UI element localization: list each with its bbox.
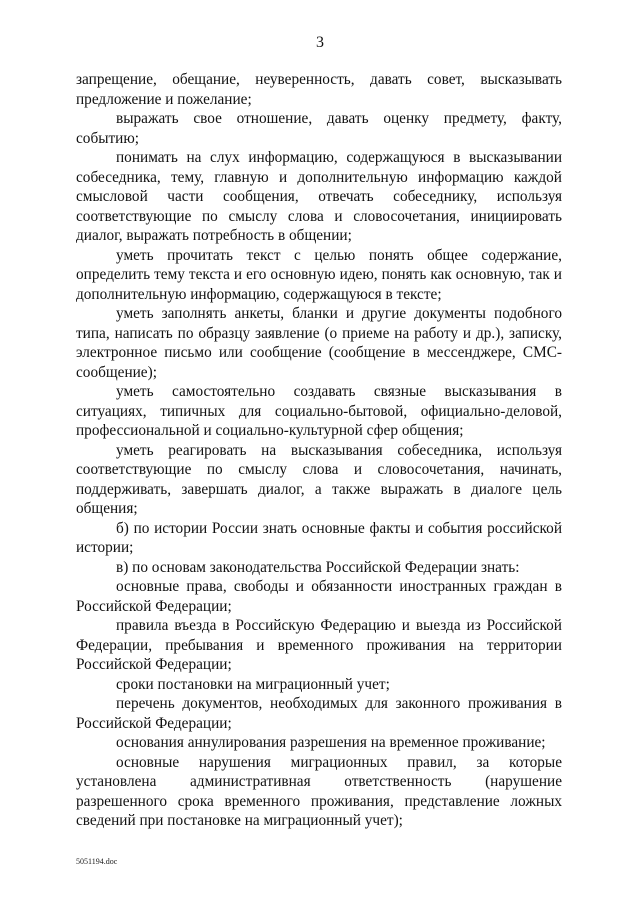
paragraph: правила въезда в Российскую Федерацию и выезда из Российской Федерации, пребывания и временного проживания на территории Российской Федерации; <box>76 617 562 673</box>
paragraph: понимать на слух информацию, содержащуюся в высказывании собеседника, тему, главную и дополнительную информацию каждой смысловой части сообщения, отвечать собеседнику, используя соответствующие по смыслу слова и словосочетания, инициировать диалог, выражать потребность в общении; <box>76 149 562 244</box>
paragraph: б) по истории России знать основные факты и события российской истории; <box>76 519 562 556</box>
paragraph: перечень документов, необходимых для законного проживания в Российской Федерации; <box>76 695 562 732</box>
paragraph: сроки постановки на миграционный учет; <box>116 675 390 693</box>
paragraph: основания аннулирования разрешения на временное проживание; <box>116 734 546 751</box>
paragraph: уметь реагировать на высказывания собеседника, используя соответствующие по смыслу слова и словосочетания, начинать, поддерживать, завершать диалог, а также выражать в диалоге цель общения; <box>76 441 562 517</box>
document-file-code: 5051194.doc <box>76 857 118 866</box>
paragraph-continuation: запрещение, обещание, неуверенность, давать совет, высказывать предложение и пожелание; <box>76 71 562 108</box>
paragraph: уметь самостоятельно создавать связные высказывания в ситуациях, типичных для социально-бытовой, официально-деловой, профессиональной и социально-культурной сфер общения; <box>76 383 562 439</box>
paragraph: уметь прочитать текст с целью понять общее содержание, определить тему текста и его основную идею, понять как основную, так и дополнительную информацию, содержащуюся в тексте; <box>76 246 562 303</box>
document-body <box>76 70 562 831</box>
paragraph: основные права, свободы и обязанности иностранных граждан в Российской Федерации; <box>76 578 562 615</box>
paragraph: уметь заполнять анкеты, бланки и другие документы подобного типа, написать по образцу заявление (о приеме на работу и др.), записку, электронное письмо или сообщение (сообщение в мессенджере, СМС-сообщение); <box>76 305 562 381</box>
paragraph: выражать свое отношение, давать оценку предмету, факту, событию; <box>76 110 562 147</box>
paragraph: в) по основам законодательства Российской Федерации знать: <box>116 558 520 576</box>
paragraph: основные нарушения миграционных правил, за которые установлена административная ответственность (нарушение разрешенного срока временного проживания, представление ложных сведений при постановке на миграционный учет); <box>76 753 562 829</box>
page-number: 3 <box>316 34 324 51</box>
